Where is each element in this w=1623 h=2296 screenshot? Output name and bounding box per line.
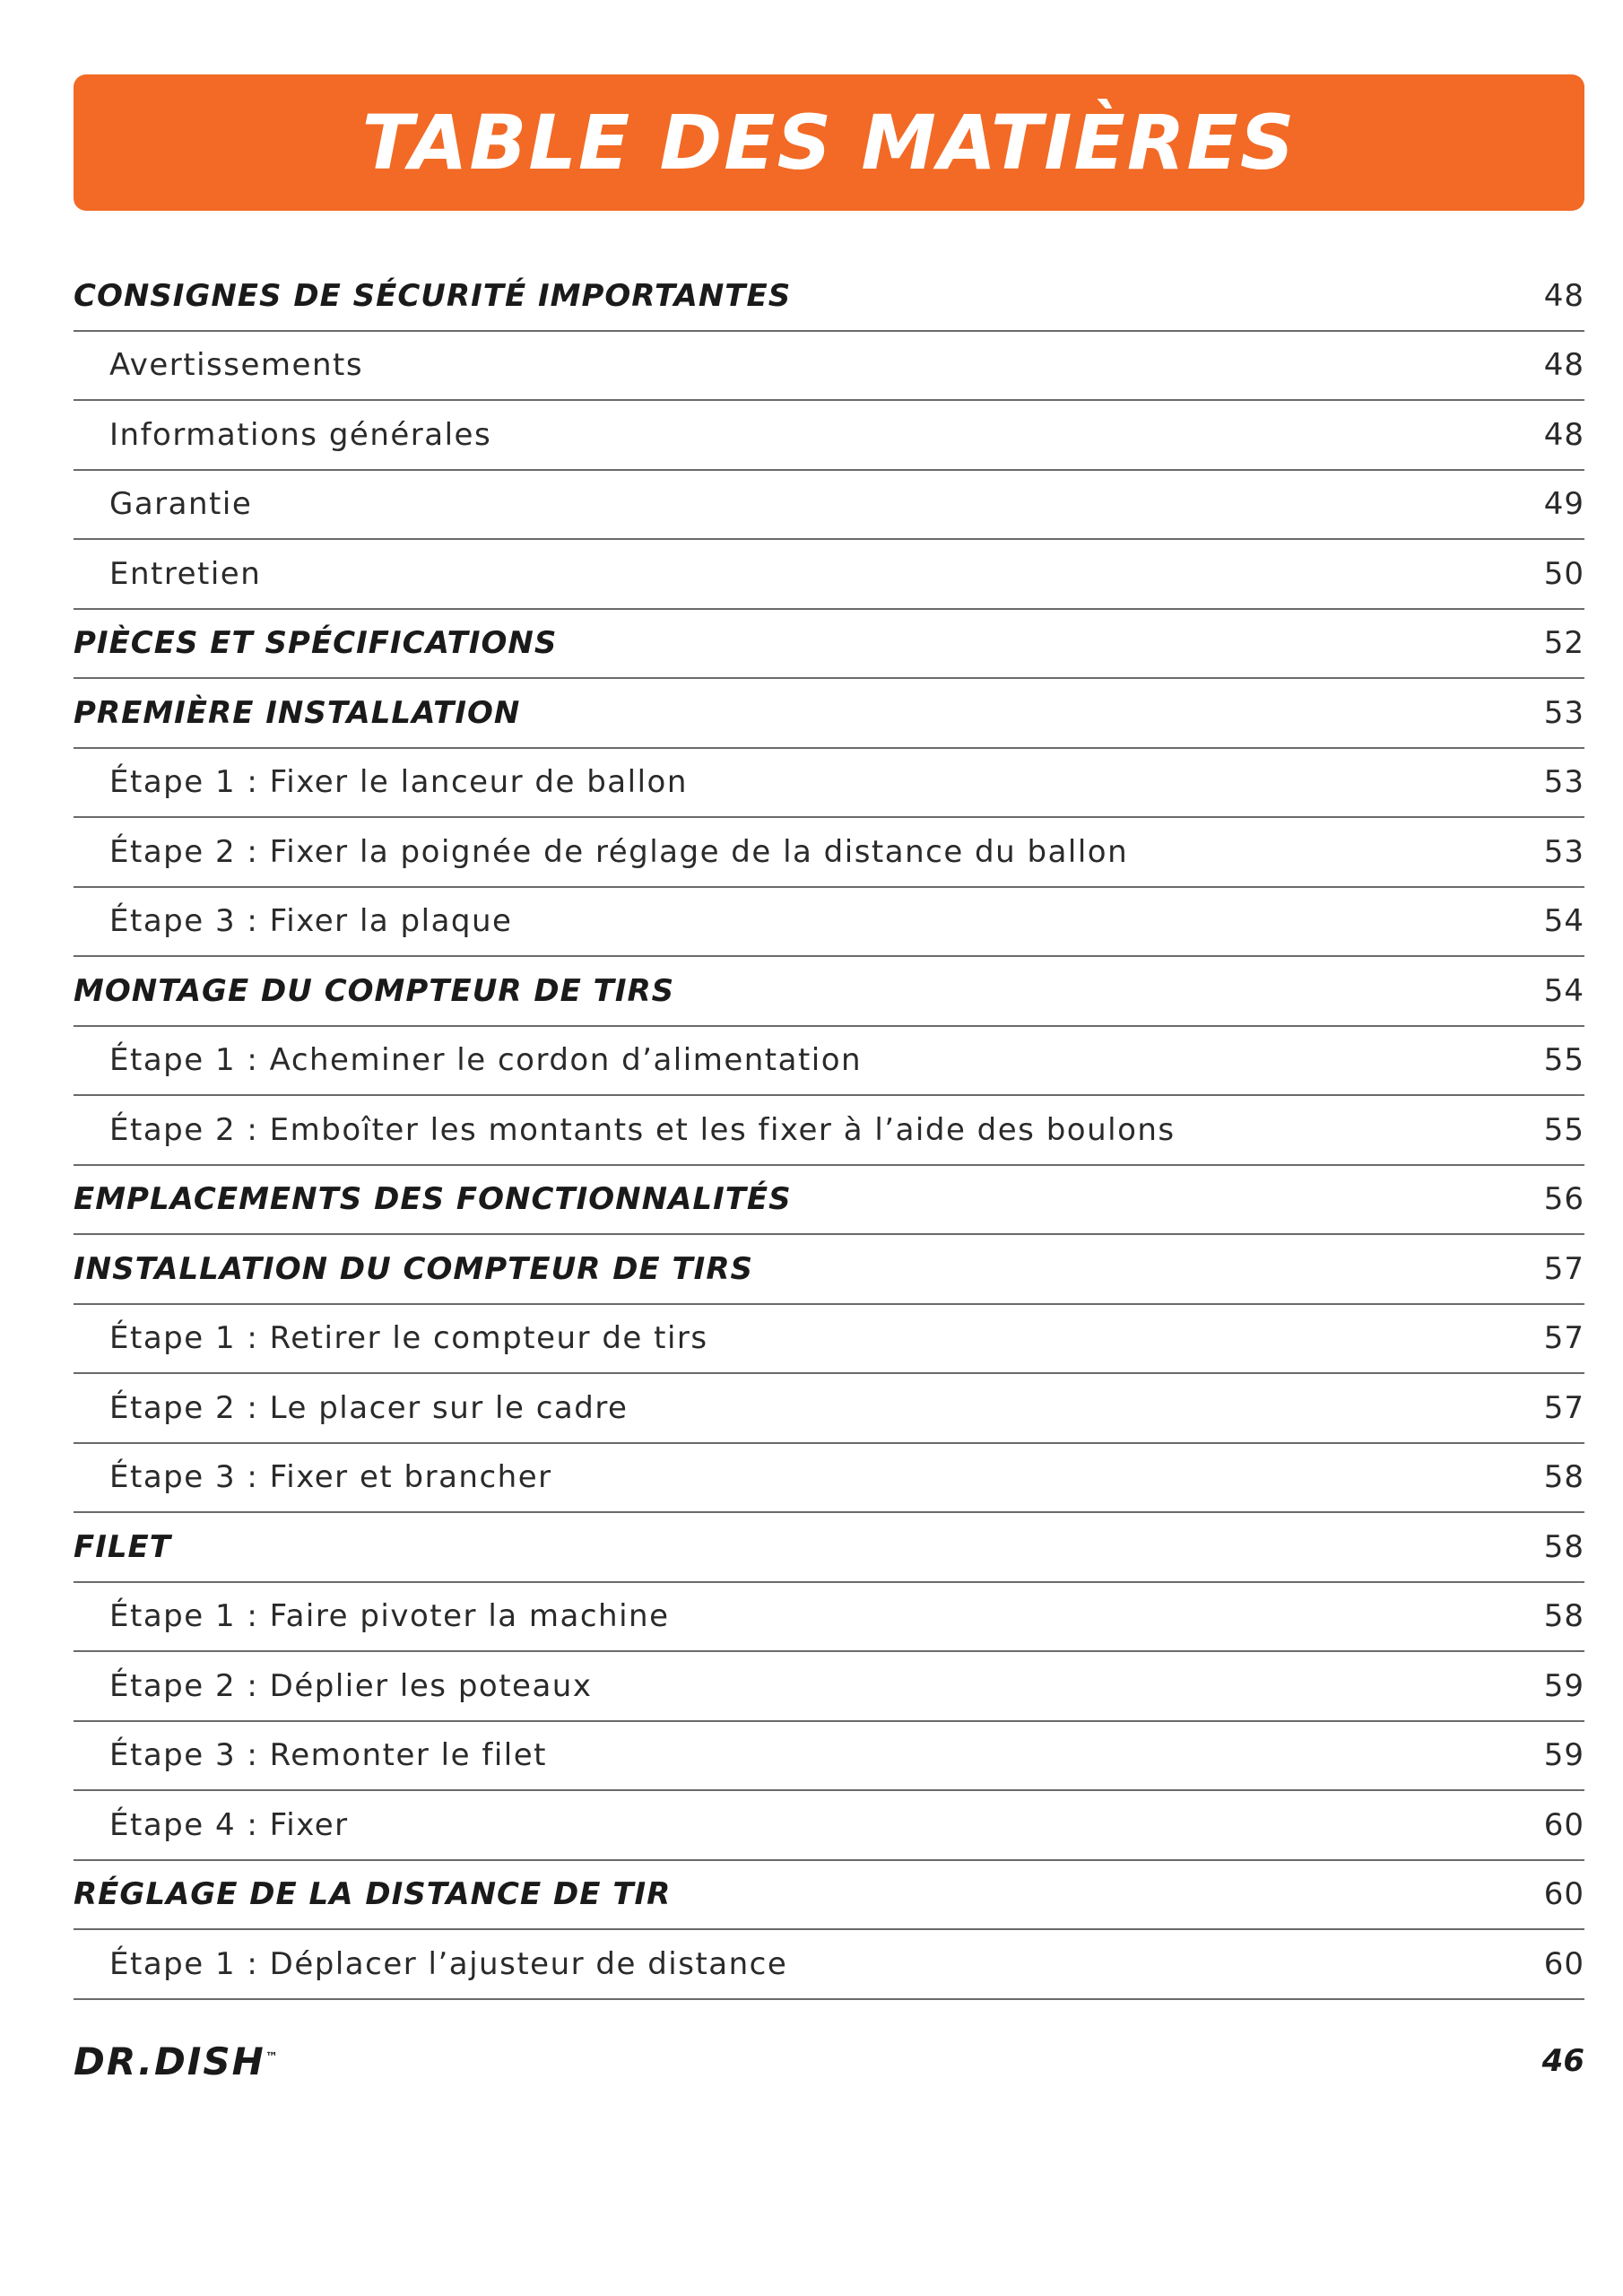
toc-subsection-row[interactable] [74, 1096, 1584, 1166]
toc-entry-page: 53 [1543, 764, 1584, 801]
toc-entry-label: Étape 2 : Fixer la poignée de réglage de la distance du ballon [109, 833, 1129, 870]
toc-entry-label: Étape 2 : Déplier les poteaux [109, 1667, 593, 1704]
toc-subsection-row[interactable] [74, 332, 1584, 402]
toc-entry-label: Informations générales [109, 416, 492, 453]
toc-entry-label: MONTAGE DU COMPTEUR DE TIRS [74, 972, 675, 1009]
toc-section-row[interactable] [74, 610, 1584, 680]
toc-entry-label: Étape 2 : Emboîter les montants et les fixer à l’aide des boulons [109, 1111, 1176, 1148]
toc-subsection-row[interactable] [74, 540, 1584, 610]
toc-section-row[interactable] [74, 957, 1584, 1027]
toc-entry-label: Entretien [109, 555, 262, 592]
toc-entry-page: 59 [1543, 1667, 1584, 1704]
toc-entry-label: INSTALLATION DU COMPTEUR DE TIRS [74, 1250, 754, 1287]
toc-subsection-row[interactable] [74, 471, 1584, 541]
toc-subsection-row[interactable] [74, 749, 1584, 819]
toc-subsection-row[interactable] [74, 1583, 1584, 1653]
toc-entry-page: 58 [1543, 1598, 1584, 1635]
toc-entry-label: Étape 1 : Faire pivoter la machine [109, 1598, 670, 1635]
page-title: TABLE DES MATIÈRES [361, 99, 1297, 187]
toc-entry-page: 57 [1543, 1250, 1584, 1287]
toc-entry-page: 55 [1543, 1042, 1584, 1079]
toc-entry-label: Étape 3 : Remonter le filet [109, 1737, 547, 1774]
toc-entry-page: 60 [1543, 1945, 1584, 1982]
footer-page-number: 46 [1541, 2043, 1584, 2079]
toc-section-row[interactable] [74, 1861, 1584, 1931]
table-of-contents [74, 262, 1584, 2000]
toc-entry-label: Étape 1 : Retirer le compteur de tirs [109, 1320, 708, 1357]
toc-subsection-row[interactable] [74, 1374, 1584, 1444]
toc-entry-page: 48 [1543, 347, 1584, 384]
toc-entry-label: PREMIÈRE INSTALLATION [74, 694, 521, 731]
toc-entry-page: 57 [1543, 1389, 1584, 1426]
toc-subsection-row[interactable] [74, 401, 1584, 471]
toc-subsection-row[interactable] [74, 1444, 1584, 1514]
toc-entry-page: 57 [1543, 1320, 1584, 1357]
toc-entry-page: 49 [1543, 486, 1584, 523]
toc-entry-page: 48 [1543, 277, 1584, 314]
toc-entry-label: EMPLACEMENTS DES FONCTIONNALITÉS [74, 1181, 792, 1218]
toc-subsection-row[interactable] [74, 818, 1584, 888]
toc-subsection-row[interactable] [74, 1305, 1584, 1375]
logo-text: DR.DISH [74, 2039, 265, 2083]
toc-entry-label: RÉGLAGE DE LA DISTANCE DE TIR [74, 1876, 672, 1913]
title-banner [74, 74, 1584, 211]
toc-entry-page: 60 [1543, 1876, 1584, 1913]
toc-entry-page: 54 [1543, 903, 1584, 940]
trademark-symbol: ™ [265, 2049, 280, 2065]
toc-subsection-row[interactable] [74, 1722, 1584, 1792]
toc-subsection-row[interactable] [74, 888, 1584, 958]
toc-entry-page: 60 [1543, 1806, 1584, 1843]
toc-section-row[interactable] [74, 262, 1584, 332]
toc-section-row[interactable] [74, 1235, 1584, 1305]
toc-entry-page: 52 [1543, 625, 1584, 662]
toc-entry-page: 55 [1543, 1111, 1584, 1148]
toc-entry-label: CONSIGNES DE SÉCURITÉ IMPORTANTES [74, 277, 792, 314]
toc-subsection-row[interactable] [74, 1027, 1584, 1097]
toc-entry-page: 53 [1543, 833, 1584, 870]
footer [74, 2034, 1584, 2088]
toc-entry-label: FILET [74, 1528, 171, 1565]
toc-entry-page: 50 [1543, 555, 1584, 592]
toc-entry-page: 48 [1543, 416, 1584, 453]
toc-entry-label: Étape 3 : Fixer et brancher [109, 1459, 552, 1496]
toc-entry-page: 54 [1543, 972, 1584, 1009]
toc-entry-page: 58 [1543, 1528, 1584, 1565]
toc-section-row[interactable] [74, 1513, 1584, 1583]
toc-section-row[interactable] [74, 679, 1584, 749]
toc-entry-page: 58 [1543, 1459, 1584, 1496]
toc-entry-label: Étape 1 : Acheminer le cordon d’alimentation [109, 1042, 863, 1079]
toc-subsection-row[interactable] [74, 1652, 1584, 1722]
toc-entry-label: Étape 3 : Fixer la plaque [109, 903, 513, 940]
toc-entry-label: Étape 1 : Fixer le lanceur de ballon [109, 764, 688, 801]
toc-entry-label: Étape 1 : Déplacer l’ajusteur de distance [109, 1945, 788, 1982]
toc-entry-page: 59 [1543, 1737, 1584, 1774]
toc-entry-page: 56 [1543, 1181, 1584, 1218]
toc-entry-label: Avertissements [109, 347, 364, 384]
toc-entry-page: 53 [1543, 694, 1584, 731]
toc-subsection-row[interactable] [74, 1791, 1584, 1861]
toc-entry-label: Étape 2 : Le placer sur le cadre [109, 1389, 629, 1426]
toc-entry-label: Étape 4 : Fixer [109, 1806, 349, 1843]
toc-entry-label: Garantie [109, 486, 253, 523]
toc-section-row[interactable] [74, 1166, 1584, 1236]
toc-entry-label: PIÈCES ET SPÉCIFICATIONS [74, 625, 558, 662]
dr-dish-logo [74, 2039, 280, 2083]
toc-subsection-row[interactable] [74, 1930, 1584, 2000]
